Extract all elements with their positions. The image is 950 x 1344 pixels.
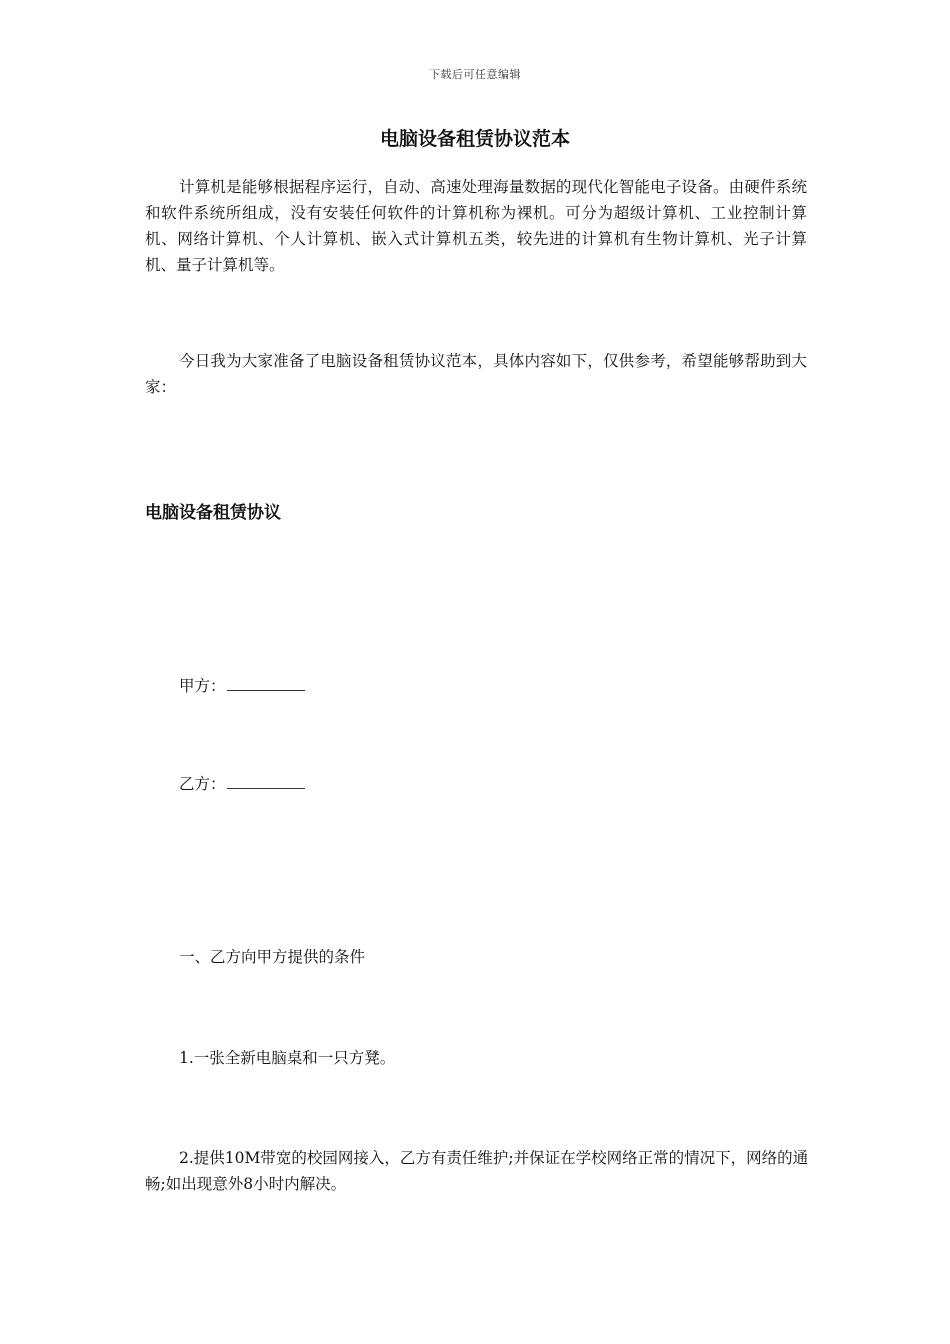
party-b-label: 乙方： [179,775,226,793]
clause-1-item-2: 2.提供10M带宽的校园网接入，乙方有责任维护;并保证在学校网络正常的情况下，网络的通畅;如出现意外8小时内解决。 [145,1149,809,1193]
party-a-line [179,673,305,699]
intro-paragraph: 计算机是能够根据程序运行，自动、高速处理海量数据的现代化智能电子设备。由硬件系统和软件系统所组成，没有安装任何软件的计算机称为裸机。可分为超级计算机、工业控制计算机、网络计算机、个人计算机、嵌入式计算机五类，较先进的计算机有生物计算机、光子计算机、量子计算机等。 [145,178,807,274]
document-title: 电脑设备租赁协议范本 [379,128,570,150]
section-heading: 电脑设备租赁协议 [145,503,281,523]
lead-paragraph: 今日我为大家准备了电脑设备租赁协议范本，具体内容如下，仅供参考，希望能够帮助到大家： [145,352,807,396]
clause-1-heading: 一、乙方向甲方提供的条件 [179,948,366,966]
clause-1-item-1: 1.一张全新电脑桌和一只方凳。 [179,1049,396,1067]
party-a-label: 甲方： [179,677,226,695]
party-b-blank [227,774,305,789]
header-note: 下载后可任意编辑 [429,68,521,81]
party-b-line [179,771,305,797]
party-a-blank [227,676,305,691]
